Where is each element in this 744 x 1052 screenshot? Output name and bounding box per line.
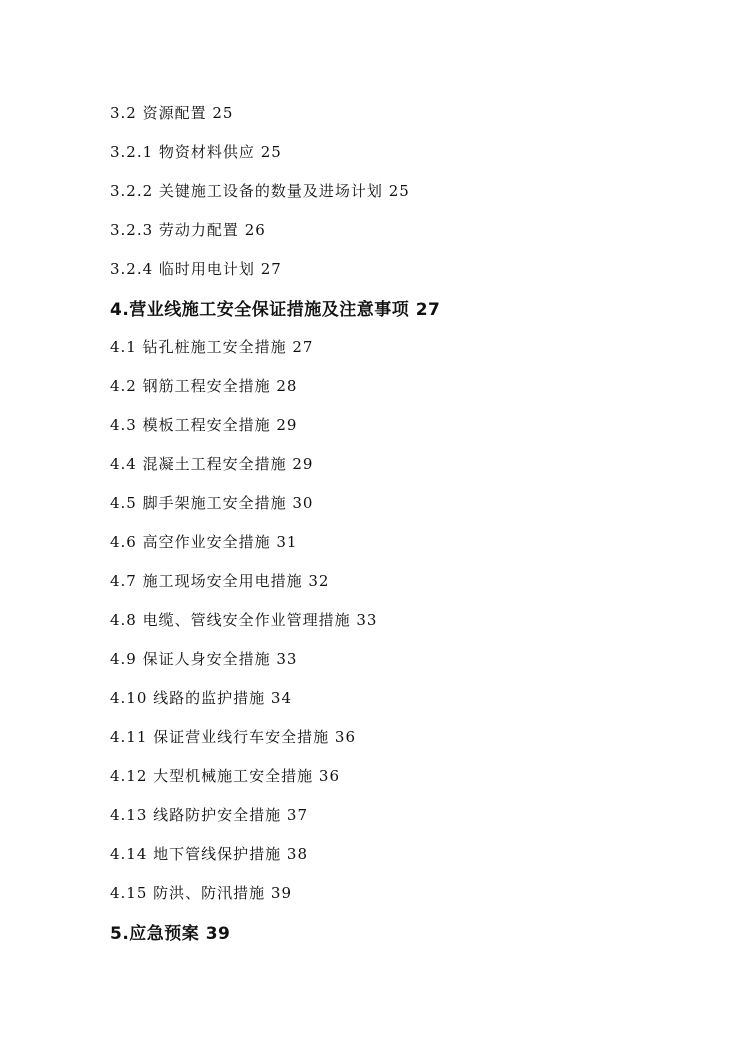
- toc-section-heading: 4.营业线施工安全保证措施及注意事项 27: [110, 300, 441, 320]
- toc-entry-text: 4.2 钢筋工程安全措施 28: [110, 377, 298, 395]
- toc-entry-4-5[interactable]: [110, 483, 710, 522]
- toc-entry-text: 4.3 模板工程安全措施 29: [110, 416, 298, 434]
- toc-entry-4-1[interactable]: [110, 327, 710, 366]
- toc-entry-text: 4.8 电缆、管线安全作业管理措施 33: [110, 611, 378, 629]
- toc-entry-4[interactable]: [110, 288, 710, 327]
- toc-entry-text: 4.7 施工现场安全用电措施 32: [110, 572, 330, 590]
- toc-entry-text: 3.2.2 关键施工设备的数量及进场计划 25: [110, 182, 410, 200]
- toc-entry-text: 4.5 脚手架施工安全措施 30: [110, 494, 314, 512]
- toc-entry-text: 4.1 钻孔桩施工安全措施 27: [110, 338, 314, 356]
- toc-entry-4-11[interactable]: [110, 717, 710, 756]
- toc-entry-4-7[interactable]: [110, 561, 710, 600]
- toc-entry-4-10[interactable]: [110, 678, 710, 717]
- toc-entry-4-6[interactable]: [110, 522, 710, 561]
- toc-entry-text: 4.9 保证人身安全措施 33: [110, 650, 298, 668]
- toc-entry-3-2[interactable]: [110, 93, 710, 132]
- toc-entry-4-3[interactable]: [110, 405, 710, 444]
- toc-entry-4-13[interactable]: [110, 795, 710, 834]
- toc-entry-text: 3.2.3 劳动力配置 26: [110, 221, 266, 239]
- toc-entry-5[interactable]: [110, 912, 710, 951]
- toc-entry-text: 4.10 线路的监护措施 34: [110, 689, 293, 707]
- toc-entry-4-9[interactable]: [110, 639, 710, 678]
- toc-entry-3-2-3[interactable]: [110, 210, 710, 249]
- toc-entry-text: 3.2 资源配置 25: [110, 104, 234, 122]
- toc-entry-text: 4.15 防洪、防汛措施 39: [110, 884, 293, 902]
- table-of-contents: [110, 93, 710, 951]
- toc-entry-4-15[interactable]: [110, 873, 710, 912]
- toc-entry-text: 4.13 线路防护安全措施 37: [110, 806, 309, 824]
- toc-entry-3-2-2[interactable]: [110, 171, 710, 210]
- toc-entry-3-2-1[interactable]: [110, 132, 710, 171]
- toc-entry-text: 4.11 保证营业线行车安全措施 36: [110, 728, 357, 746]
- toc-entry-4-2[interactable]: [110, 366, 710, 405]
- toc-entry-text: 4.14 地下管线保护措施 38: [110, 845, 309, 863]
- toc-entry-text: 4.12 大型机械施工安全措施 36: [110, 767, 341, 785]
- toc-entry-4-8[interactable]: [110, 600, 710, 639]
- toc-entry-4-14[interactable]: [110, 834, 710, 873]
- toc-section-heading: 5.应急预案 39: [110, 924, 231, 944]
- toc-entry-text: 3.2.4 临时用电计划 27: [110, 260, 282, 278]
- toc-entry-3-2-4[interactable]: [110, 249, 710, 288]
- toc-entry-text: 3.2.1 物资材料供应 25: [110, 143, 282, 161]
- toc-entry-text: 4.6 高空作业安全措施 31: [110, 533, 298, 551]
- toc-entry-text: 4.4 混凝土工程安全措施 29: [110, 455, 314, 473]
- toc-entry-4-12[interactable]: [110, 756, 710, 795]
- toc-entry-4-4[interactable]: [110, 444, 710, 483]
